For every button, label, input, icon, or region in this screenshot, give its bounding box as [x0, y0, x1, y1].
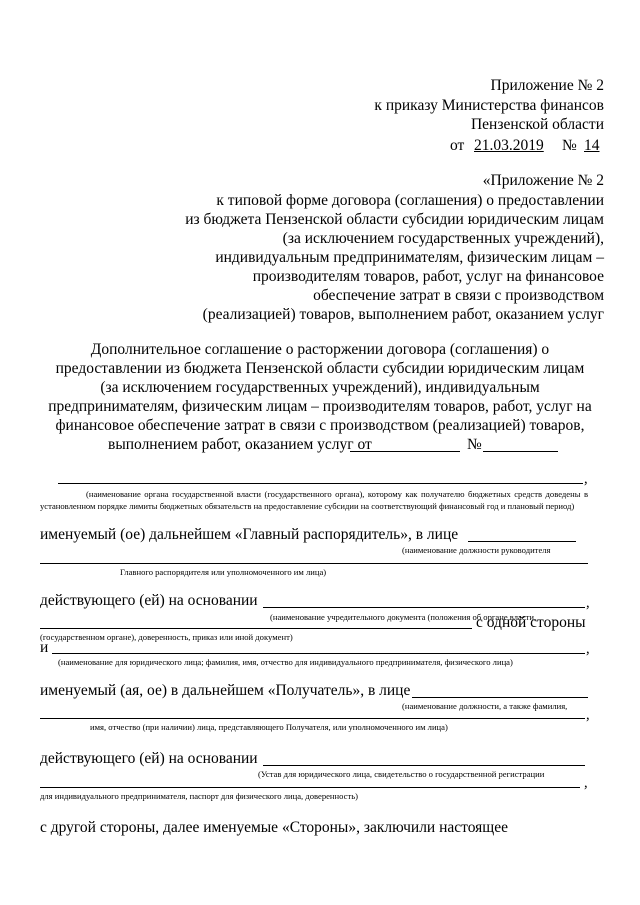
- other-side-text: с другой стороны, далее именуемые «Стороны», заключили настоящее: [40, 819, 509, 836]
- charter-field[interactable]: [263, 765, 585, 766]
- founding-doc-comma: ,: [586, 595, 590, 611]
- ip-doc-comma: ,: [584, 775, 588, 791]
- recipient-hint: (наименование для юридического лица; фамилия, имя, отчество для индивидуального предпринимателя, физического лица): [58, 657, 513, 667]
- authority-hint: (наименование органа государственной власти (государственного органа), которому как получателю бюджетных средств доведены в установленном порядке лимиты бюджетных обязательств на предоставление субсидии на соответствующий финансовый год и плановый период): [40, 489, 588, 511]
- title-date-blank[interactable]: [350, 451, 460, 452]
- founding-doc-field[interactable]: [263, 607, 585, 608]
- appendix-line-8: (реализацией) товаров, выполнением работ, оказанием услуг: [202, 306, 604, 323]
- recipient-position-hint: (наименование должности, а также фамилия,: [402, 701, 568, 711]
- charter-hint: (Устав для юридического лица, свидетельство о государственной регистрации: [258, 769, 545, 779]
- recipient-position-field[interactable]: [412, 697, 588, 698]
- appendix-line-1: «Приложение № 2: [482, 172, 604, 189]
- recipient-person-comma: ,: [586, 707, 590, 723]
- appendix-line-5: индивидуальным предпринимателям, физическим лицам –: [215, 249, 604, 266]
- title-line-2: предоставлении из бюджета Пензенской области субсидии юридическим лицам: [55, 360, 585, 377]
- recipient-comma: ,: [586, 641, 590, 657]
- header-number: 14: [584, 137, 600, 154]
- header-from-label: от: [450, 137, 465, 154]
- founding-doc-field-2[interactable]: [40, 628, 472, 629]
- header-line-3: Пензенской области: [470, 116, 604, 133]
- title-line-3: (за исключением государственных учреждений), индивидуальным: [100, 379, 540, 396]
- authority-field[interactable]: [58, 483, 583, 484]
- title-line-4: предпринимателям, физическим лицам – производителям товаров, работ, услуг на: [48, 398, 592, 415]
- title-number-blank[interactable]: [483, 451, 558, 452]
- position-hint: (наименование должности руководителя: [402, 545, 551, 555]
- title-line-6: выполнением работ, оказанием услуг от: [108, 436, 372, 453]
- recipient-field[interactable]: [52, 653, 585, 654]
- appendix-line-2: к типовой форме договора (соглашения) о предоставлении: [216, 192, 604, 209]
- title-line-5: финансовое обеспечение затрат в связи с производством (реализацией) товаров,: [55, 417, 585, 434]
- appendix-line-3: из бюджета Пензенской области субсидии юридическим лицам: [185, 211, 604, 228]
- ip-doc-field[interactable]: [40, 787, 580, 788]
- position-field[interactable]: [468, 541, 576, 542]
- appendix-line-6: производителям товаров, работ, услуг на финансовое: [252, 268, 604, 285]
- acting-basis-1-text: действующего (ей) на основании: [40, 592, 258, 609]
- ip-doc-hint: для индивидуального предпринимателя, паспорт для физического лица, доверенность): [40, 791, 358, 801]
- title-line-1: Дополнительное соглашение о расторжении договора (соглашения) о: [90, 341, 550, 358]
- founding-doc-hint: (наименование учредительного документа (положения об органе власти,: [270, 612, 537, 622]
- appendix-line-4: (за исключением государственных учреждений),: [282, 230, 604, 247]
- header-date: 21.03.2019: [474, 137, 544, 154]
- appendix-line-7: обеспечение затрат в связи с производством: [313, 287, 604, 304]
- authority-comma: ,: [584, 471, 588, 487]
- gov-doc-hint: (государственном органе), доверенность, приказ или иной документ): [40, 632, 293, 642]
- and-label: и: [40, 639, 49, 656]
- header-number-label: №: [562, 137, 577, 154]
- title-number-label: №: [467, 436, 482, 453]
- recipient-person-field[interactable]: [40, 718, 585, 719]
- header-line-2: к приказу Министерства финансов: [374, 97, 604, 114]
- acting-basis-2-text: действующего (ей) на основании: [40, 750, 258, 767]
- named-main-text: именуемый (ое) дальнейшем «Главный распорядитель», в лице: [40, 526, 459, 543]
- main-person-hint: Главного распорядителя или уполномоченного им лица): [120, 567, 327, 577]
- named-recipient-text: именуемый (ая, ое) в дальнейшем «Получатель», в лице: [40, 682, 411, 699]
- main-person-field[interactable]: [40, 563, 588, 564]
- header-line-1: Приложение № 2: [490, 77, 604, 94]
- one-side-text: с одной стороны: [476, 614, 586, 631]
- recipient-person-hint: имя, отчество (при наличии) лица, представляющего Получателя, или уполномоченного им лица): [90, 722, 448, 732]
